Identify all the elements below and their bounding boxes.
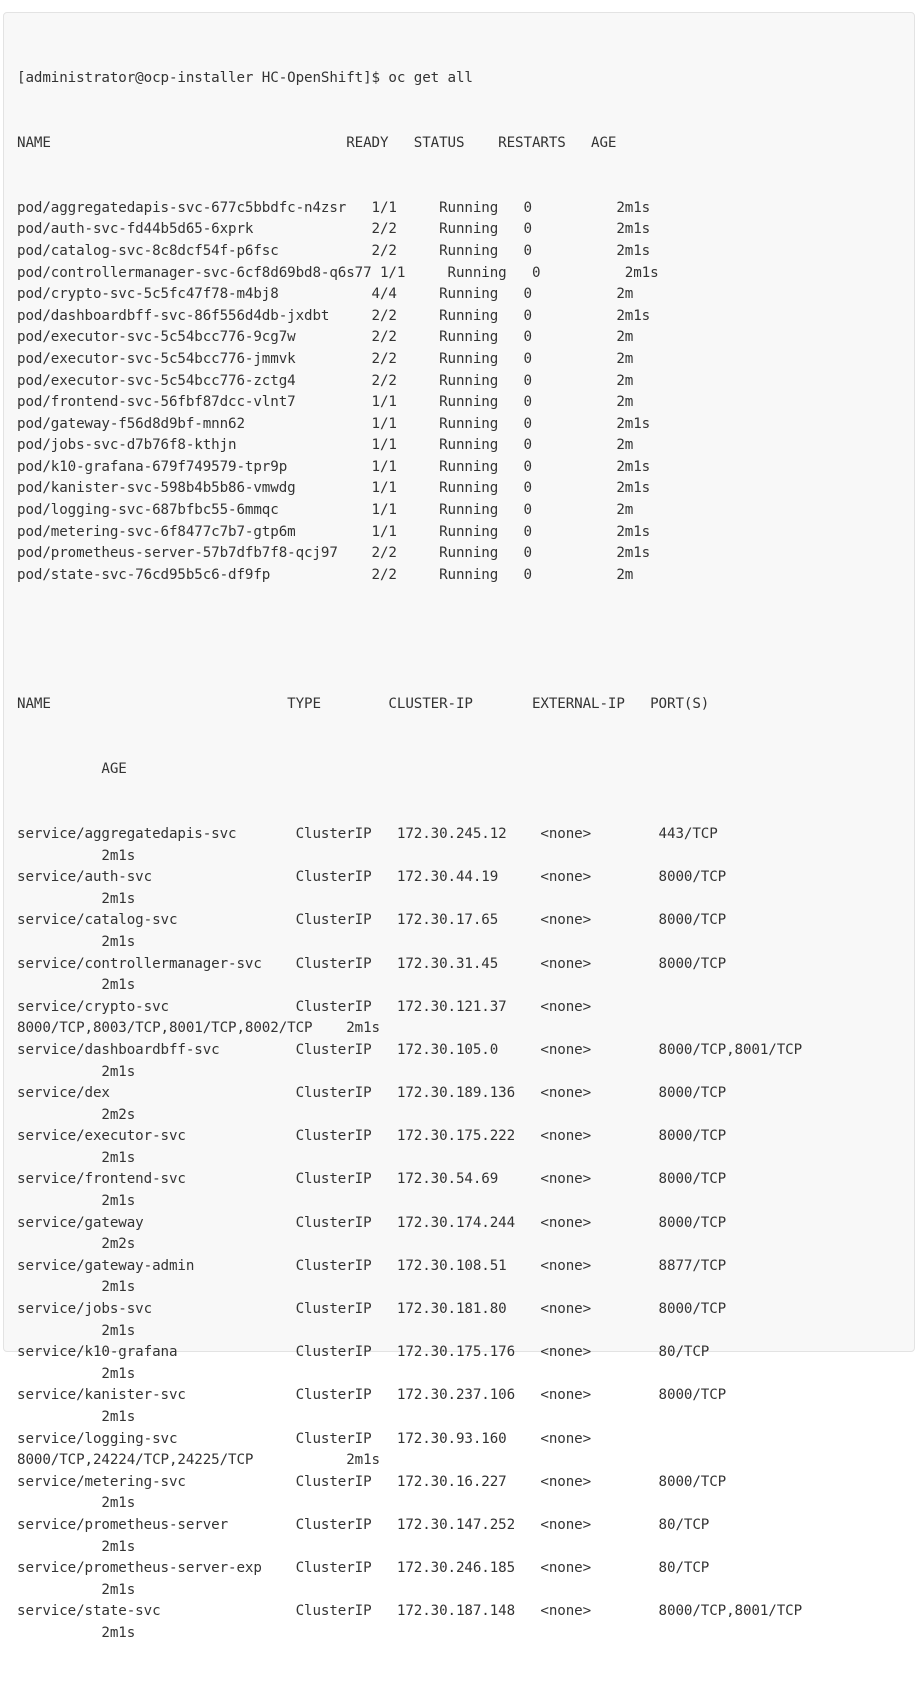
- terminal-output-block: [3, 12, 915, 1641]
- service-row: service/prometheus-server ClusterIP 172.30.147.252 <none> 80/TCP: [17, 1516, 710, 1533]
- service-row: 2m1s: [17, 977, 136, 994]
- pods-table-header: NAME READY STATUS RESTARTS AGE: [17, 134, 617, 151]
- service-row: service/logging-svc ClusterIP 172.30.93.160 <none>: [17, 1430, 592, 1447]
- pod-row: pod/jobs-svc-d7b76f8-kthjn 1/1 Running 0 2m: [17, 437, 634, 454]
- pod-row: pod/controllermanager-svc-6cf8d69bd8-q6s77 1/1 Running 0 2m1s: [17, 264, 659, 281]
- pod-row: pod/catalog-svc-8c8dcf54f-p6fsc 2/2 Running 0 2m1s: [17, 242, 651, 259]
- service-row: service/crypto-svc ClusterIP 172.30.121.37 <none>: [17, 998, 592, 1015]
- pod-row: pod/state-svc-76cd95b5c6-df9fp 2/2 Running 0 2m: [17, 566, 634, 583]
- pod-row: pod/kanister-svc-598b4b5b86-vmwdg 1/1 Running 0 2m1s: [17, 480, 651, 497]
- service-row: 2m1s: [17, 1322, 136, 1339]
- service-row: 2m1s: [17, 847, 136, 864]
- service-row: 2m1s: [17, 1063, 136, 1080]
- pod-row: pod/executor-svc-5c54bcc776-jmmvk 2/2 Running 0 2m: [17, 350, 634, 367]
- service-row: service/controllermanager-svc ClusterIP 172.30.31.45 <none> 8000/TCP: [17, 955, 727, 972]
- pod-row: pod/gateway-f56d8d9bf-mnn62 1/1 Running 0 2m1s: [17, 415, 651, 432]
- service-row: 2m1s: [17, 1581, 136, 1598]
- pods-list: [17, 198, 914, 587]
- service-row: 2m1s: [17, 933, 136, 950]
- pod-row: pod/crypto-svc-5c5fc47f78-m4bj8 4/4 Running 0 2m: [17, 286, 634, 303]
- pod-row: pod/prometheus-server-57b7dfb7f8-qcj97 2/2 Running 0 2m1s: [17, 545, 651, 562]
- service-row: 2m1s: [17, 1279, 136, 1296]
- service-row: service/gateway ClusterIP 172.30.174.244 <none> 8000/TCP: [17, 1214, 727, 1231]
- service-row: service/executor-svc ClusterIP 172.30.175.222 <none> 8000/TCP: [17, 1128, 727, 1145]
- pod-row: pod/executor-svc-5c54bcc776-9cg7w 2/2 Running 0 2m: [17, 329, 634, 346]
- terminal-output: [4, 13, 914, 1688]
- service-row: service/gateway-admin ClusterIP 172.30.108.51 <none> 8877/TCP: [17, 1257, 727, 1274]
- service-row: service/kanister-svc ClusterIP 172.30.237.106 <none> 8000/TCP: [17, 1387, 727, 1404]
- services-table-header: NAME TYPE CLUSTER-IP EXTERNAL-IP PORT(S): [17, 696, 710, 713]
- service-row: 2m1s: [17, 1149, 136, 1166]
- service-row: service/state-svc ClusterIP 172.30.187.148 <none> 8000/TCP,8001/TCP: [17, 1603, 803, 1620]
- service-row: service/auth-svc ClusterIP 172.30.44.19 <none> 8000/TCP: [17, 869, 727, 886]
- pod-row: pod/logging-svc-687bfbc55-6mmqc 1/1 Running 0 2m: [17, 502, 634, 519]
- service-row: 2m2s: [17, 1106, 136, 1123]
- pod-row: pod/aggregatedapis-svc-677c5bbdfc-n4zsr 1/1 Running 0 2m1s: [17, 199, 651, 216]
- service-row: service/dex ClusterIP 172.30.189.136 <none> 8000/TCP: [17, 1085, 727, 1102]
- pod-row: pod/dashboardbff-svc-86f556d4db-jxdbt 2/2 Running 0 2m1s: [17, 307, 651, 324]
- service-row: 2m1s: [17, 1409, 136, 1425]
- service-row: service/prometheus-server-exp ClusterIP 172.30.246.185 <none> 80/TCP: [17, 1560, 710, 1577]
- pod-row: pod/executor-svc-5c54bcc776-zctg4 2/2 Running 0 2m: [17, 372, 634, 389]
- service-row: service/aggregatedapis-svc ClusterIP 172.30.245.12 <none> 443/TCP: [17, 825, 718, 842]
- service-row: service/dashboardbff-svc ClusterIP 172.30.105.0 <none> 8000/TCP,8001/TCP: [17, 1041, 803, 1058]
- service-row: service/catalog-svc ClusterIP 172.30.17.65 <none> 8000/TCP: [17, 912, 727, 929]
- service-row: 2m1s: [17, 1365, 136, 1382]
- service-row: 2m1s: [17, 1495, 136, 1512]
- service-row: 2m2s: [17, 1236, 136, 1253]
- pod-row: pod/metering-svc-6f8477c7b7-gtp6m 1/1 Running 0 2m1s: [17, 523, 651, 540]
- command-prompt-line: [administrator@ocp-installer HC-OpenShift]$ oc get all: [17, 70, 473, 87]
- blank-line: [17, 630, 914, 652]
- pod-row: pod/k10-grafana-679f749579-tpr9p 1/1 Running 0 2m1s: [17, 458, 651, 475]
- service-row: 2m1s: [17, 1538, 136, 1555]
- service-row: service/frontend-svc ClusterIP 172.30.54.69 <none> 8000/TCP: [17, 1171, 727, 1188]
- service-row: 2m1s: [17, 1624, 136, 1641]
- service-row: 8000/TCP,24224/TCP,24225/TCP 2m1s: [17, 1452, 380, 1469]
- pod-row: pod/frontend-svc-56fbf87dcc-vlnt7 1/1 Running 0 2m: [17, 394, 634, 411]
- service-row: service/metering-svc ClusterIP 172.30.16.227 <none> 8000/TCP: [17, 1473, 727, 1490]
- services-table-header-wrap: AGE: [17, 761, 127, 778]
- service-row: service/k10-grafana ClusterIP 172.30.175.176 <none> 80/TCP: [17, 1344, 710, 1361]
- service-row: service/jobs-svc ClusterIP 172.30.181.80 <none> 8000/TCP: [17, 1301, 727, 1318]
- services-list: [17, 824, 914, 1645]
- pod-row: pod/auth-svc-fd44b5d65-6xprk 2/2 Running 0 2m1s: [17, 221, 651, 238]
- service-row: 2m1s: [17, 1193, 136, 1210]
- service-row: 2m1s: [17, 890, 136, 907]
- service-row: 8000/TCP,8003/TCP,8001/TCP,8002/TCP 2m1s: [17, 1020, 380, 1037]
